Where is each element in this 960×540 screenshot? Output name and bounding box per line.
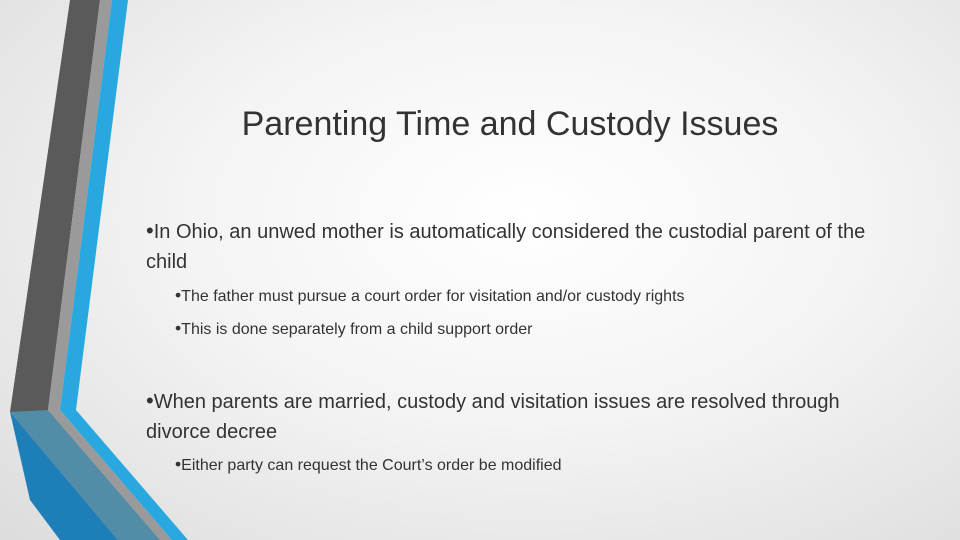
sub-bullet-1-text: The father must pursue a court order for visitation and/or custody rights	[181, 288, 685, 305]
slide-title: Parenting Time and Custody Issues	[241, 105, 779, 143]
sub-bullet-2-text: This is done separately from a child support order	[181, 321, 533, 338]
sub-bullet-1	[175, 284, 895, 308]
bullet-1	[146, 216, 906, 277]
sub-bullet-3-text: Either party can request the Court’s order be modified	[181, 457, 562, 474]
bullet-2-text: When parents are married, custody and visitation issues are resolved through divorce decree	[146, 391, 840, 443]
bullet-glyph: •	[146, 388, 154, 413]
bullet-1-text: In Ohio, an unwed mother is automatically considered the custodial parent of the child	[146, 221, 866, 273]
bullet-2	[146, 386, 906, 447]
sub-bullet-2	[175, 317, 895, 341]
bullet-glyph: •	[175, 285, 182, 305]
sub-bullet-3	[175, 453, 895, 477]
bullet-glyph: •	[146, 218, 154, 243]
bullet-glyph: •	[175, 454, 182, 474]
bullet-glyph: •	[175, 318, 182, 338]
